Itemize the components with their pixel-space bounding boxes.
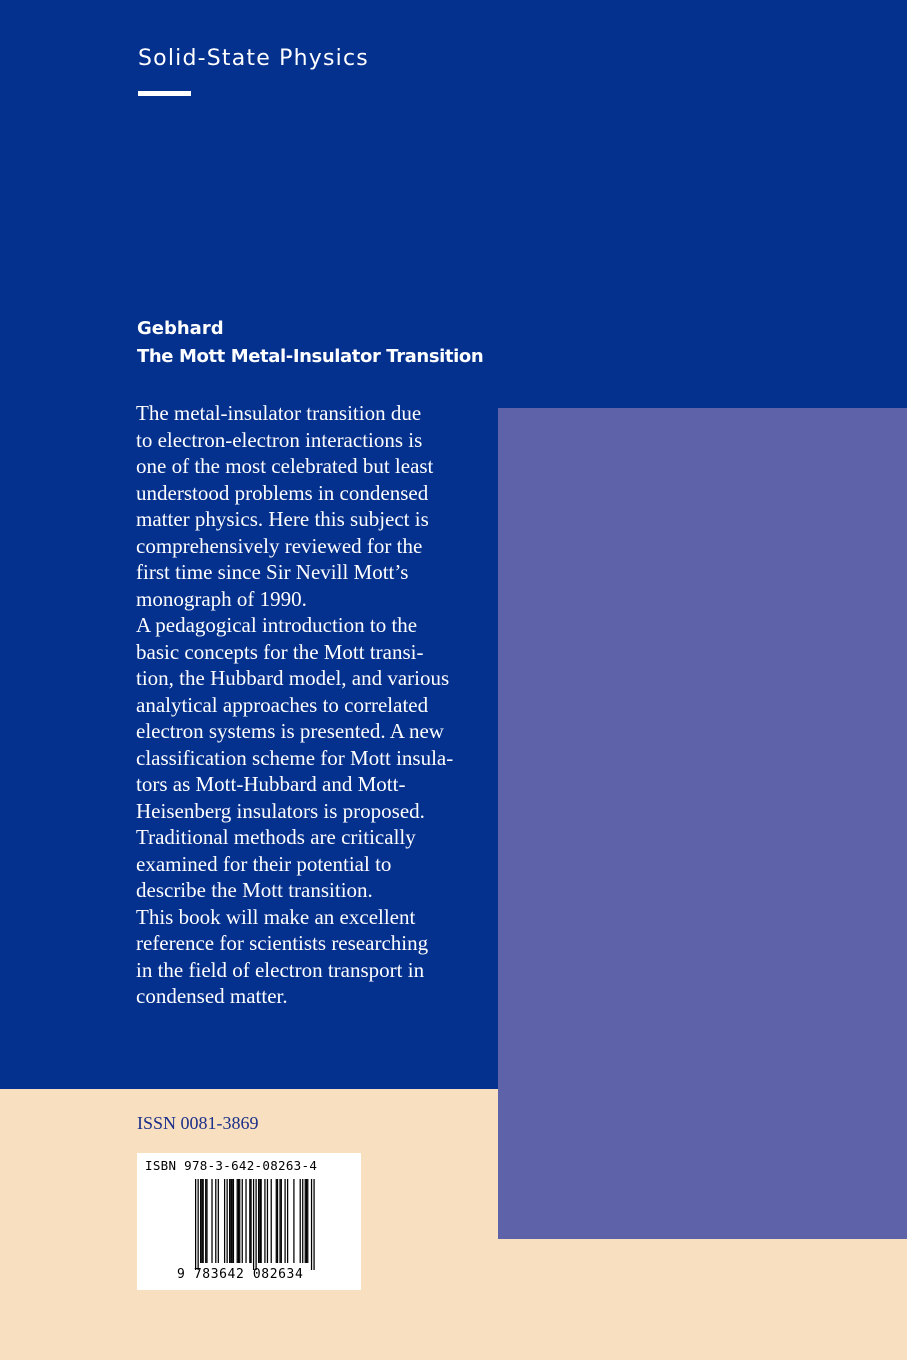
barcode-bar — [258, 1179, 259, 1263]
blurb-line: first time since Sir Nevill Mott’s — [136, 560, 409, 584]
barcode-bar — [206, 1179, 207, 1263]
barcode-bar — [267, 1179, 268, 1263]
blurb-line: understood problems in condensed — [136, 480, 429, 505]
issn-label: ISSN 0081-3869 — [137, 1113, 259, 1133]
series-title: Solid-State Physics — [138, 46, 369, 71]
blurb-line: basic concepts for the Mott transi- — [136, 639, 424, 664]
barcode-bar — [284, 1179, 285, 1263]
barcode-bar — [237, 1179, 238, 1263]
barcode-bar — [293, 1179, 294, 1263]
barcode-digits: 9 783642 082634 — [177, 1267, 304, 1282]
barcode-bar — [205, 1179, 206, 1263]
book-title: The Mott Metal-Insulator Transition — [137, 346, 484, 367]
barcode-bar — [245, 1179, 246, 1263]
barcode-bar — [306, 1179, 307, 1263]
barcode-bar — [230, 1179, 231, 1263]
blurb-line: comprehensively reviewed for the — [136, 533, 423, 558]
barcode-bar — [307, 1179, 308, 1263]
blurb-line: describe the Mott transition. — [136, 878, 373, 902]
barcode-bar — [305, 1179, 306, 1263]
barcode-bar — [276, 1179, 277, 1263]
blurb-line: one of the most celebrated but least — [136, 454, 434, 478]
blurb-line: A pedagogical introduction to the — [136, 613, 418, 637]
barcode-bar — [264, 1179, 265, 1263]
color-block — [498, 408, 907, 1239]
barcode-bar — [233, 1179, 234, 1263]
barcode-bar — [232, 1179, 233, 1263]
barcode-bar — [239, 1179, 240, 1263]
blurb-line: monograph of 1990. — [136, 586, 307, 611]
barcode-bar — [211, 1179, 212, 1263]
barcode-bar — [277, 1179, 278, 1263]
barcode-bar — [198, 1179, 199, 1270]
barcode-bar — [250, 1179, 251, 1263]
barcode-bar — [238, 1179, 239, 1263]
blurb-line: tion, the Hubbard model, and various — [136, 666, 450, 690]
blurb-line: matter physics. Here this subject is — [136, 507, 429, 531]
barcode-bar — [279, 1179, 280, 1263]
barcode-bar — [261, 1179, 262, 1263]
barcode-bar — [302, 1179, 303, 1263]
blurb-text — [136, 400, 486, 1010]
barcode-bar — [229, 1179, 230, 1263]
barcode-bar — [203, 1179, 204, 1263]
barcode-bar — [300, 1179, 301, 1263]
barcode-bar — [249, 1179, 250, 1263]
isbn-label: ISBN 978-3-642-08263-4 — [145, 1158, 318, 1173]
barcode-bar — [227, 1179, 228, 1263]
blurb-line: electron systems is presented. A new — [136, 719, 444, 743]
blurb-line: examined for their potential to — [136, 851, 392, 876]
blurb-line: classification scheme for Mott insula- — [136, 745, 454, 770]
barcode-bar — [255, 1179, 256, 1270]
blurb-line: reference for scientists researching — [136, 931, 429, 955]
barcode-bar — [218, 1179, 219, 1263]
blurb-line: to electron-electron interactions is — [136, 427, 423, 452]
blurb-line: The metal-insulator transition due — [136, 401, 422, 425]
barcode-bar — [259, 1179, 260, 1263]
book-author: Gebhard — [137, 318, 224, 339]
blurb-line: Traditional methods are critically — [136, 825, 416, 849]
barcode-bar — [201, 1179, 202, 1263]
blurb-line: analytical approaches to correlated — [136, 692, 429, 717]
blurb-line: tors as Mott-Hubbard and Mott- — [136, 772, 406, 796]
barcode-bar — [200, 1179, 201, 1263]
blurb-line: condensed matter. — [136, 984, 288, 1008]
blurb-line: This book will make an excellent — [136, 904, 416, 929]
barcode-bar — [287, 1179, 288, 1263]
barcode-bar — [253, 1179, 254, 1270]
barcode-bar — [271, 1179, 272, 1263]
series-underline — [138, 91, 191, 96]
barcode-bar — [215, 1179, 216, 1263]
barcode-bar — [281, 1179, 282, 1263]
barcode-bar — [313, 1179, 314, 1270]
barcode-bar — [195, 1179, 196, 1270]
barcode-bar — [311, 1179, 312, 1270]
barcode-bar — [242, 1179, 243, 1263]
barcode-bar — [224, 1179, 225, 1263]
barcode — [137, 1153, 361, 1290]
blurb-line: in the field of electron transport in — [136, 957, 425, 982]
blurb-line: Heisenberg insulators is proposed. — [136, 798, 425, 823]
